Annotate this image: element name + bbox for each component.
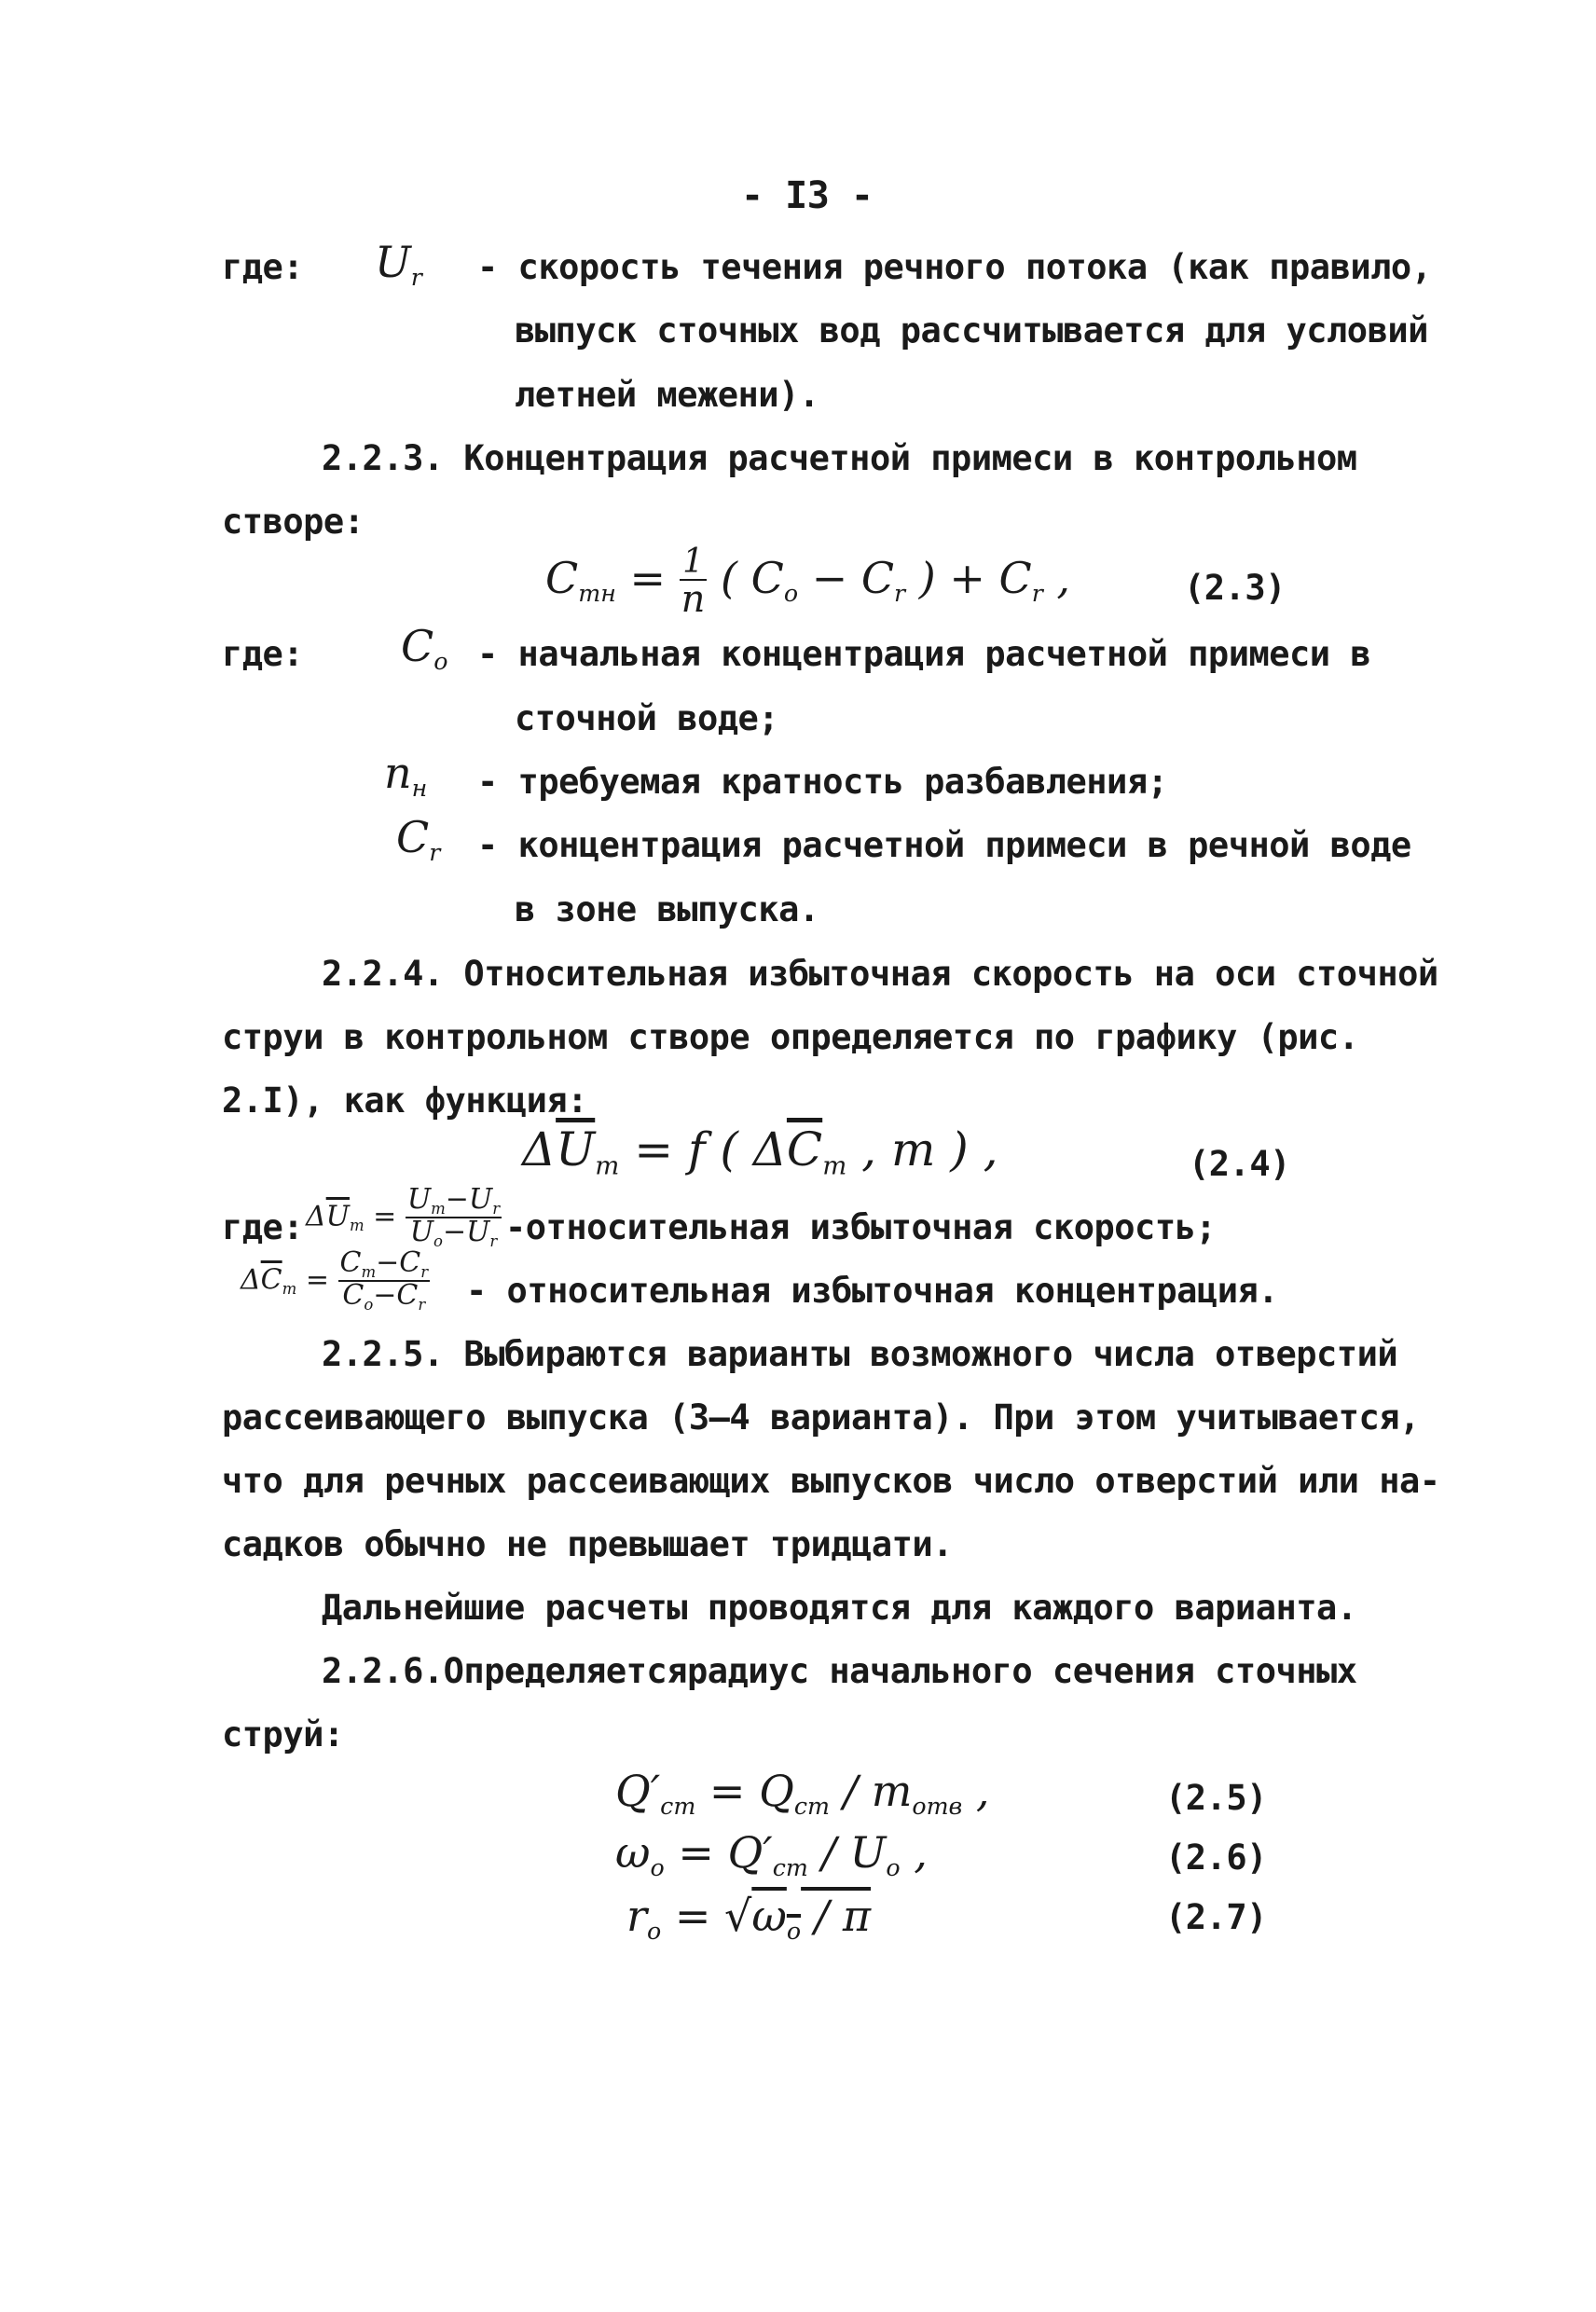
para-225-line-2: рассеивающего выпуска (3–4 варианта). При этом учитывается, — [222, 1397, 1420, 1438]
def-velocity: -относительная избыточная скорость; — [505, 1207, 1217, 1247]
para-226-line-2: струй: — [222, 1714, 344, 1755]
where-label-2: где: — [222, 634, 304, 674]
def-delta-u-formula: $\Delta\overline{U}_m$ = $\frac{U_m-U_r}{U_o-U_r}$ — [306, 1183, 501, 1251]
para-224-line-3: 2.I), как функция: — [222, 1080, 587, 1121]
eq-number-2-3: (2.3) — [1184, 568, 1286, 608]
var-c-o-line-1: - начальная концентрация расчетной примеси в — [477, 634, 1371, 674]
para-225-line-4: садков обычно не превышает тридцати. — [222, 1524, 953, 1564]
var-c-r-line-1: - концентрация расчетной примеси в речной воде — [477, 825, 1411, 865]
para-223-line-2: створе: — [222, 502, 365, 542]
where-label-3: где: — [222, 1207, 304, 1247]
equation-2-7: $r_o = √\omega_o / \pi$ — [626, 1891, 872, 1945]
para-223-line-1: 2.2.3. Концентрация расчетной примеси в контрольном — [322, 438, 1357, 478]
where-label: где: — [222, 247, 304, 287]
var-u-r-line-1: - скорость течения речного потока (как правило, — [477, 247, 1432, 287]
para-224-line-2: струи в контрольном створе определяется по графику (рис. — [222, 1017, 1359, 1057]
var-n-n-line-1: - требуемая кратность разбавления; — [477, 762, 1168, 802]
equation-2-3: $C_{mн}$ = $\frac{1}{n}$ ( $C_o - C_r$ ) + $C_r$ , — [545, 543, 1071, 621]
symbol-n-n: $n_н$ — [384, 748, 428, 802]
page-number: - I3 - — [741, 174, 874, 217]
symbol-c-r: $C_r$ — [396, 812, 441, 866]
para-225-line-3: что для речных рассеивающих выпусков число отверстий или на- — [222, 1461, 1440, 1501]
equation-2-5: $Q'_{cm} = Q_{cm} / m_{omв}$ , — [615, 1766, 990, 1820]
equation-2-6: $\omega_o = Q'_{cm} / U_o$ , — [615, 1827, 928, 1881]
para-226-line-1: 2.2.6.Определяетсярадиус начального сечения сточных — [322, 1651, 1357, 1691]
eq-number-2-5: (2.5) — [1165, 1778, 1267, 1818]
further-calculations: Дальнейшие расчеты проводятся для каждого варианта. — [322, 1588, 1357, 1628]
var-c-r-line-2: в зоне выпуска. — [515, 889, 819, 929]
def-concentration: - относительная избыточная концентрация. — [466, 1271, 1279, 1311]
def-delta-c-formula: $\Delta\overline{C}_m$ = $\frac{C_m-C_r}{C_o-C_r}$ — [241, 1246, 429, 1314]
symbol-u-r: $U_r$ — [375, 237, 422, 291]
var-u-r-line-3: летней межени). — [515, 375, 819, 415]
var-u-r-line-2: выпуск сточных вод рассчитывается для условий — [515, 310, 1428, 351]
para-224-line-1: 2.2.4. Относительная избыточная скорость на оси сточной — [322, 954, 1438, 994]
eq-number-2-7: (2.7) — [1165, 1897, 1267, 1937]
eq-number-2-6: (2.6) — [1165, 1837, 1267, 1878]
para-225-line-1: 2.2.5. Выбираются варианты возможного числа отверстий — [322, 1334, 1398, 1374]
equation-2-4: $\Delta\overline{U}_m = f$ ( $\Delta\overline{C}_m$ , m ) , — [522, 1122, 998, 1181]
var-c-o-line-2: сточной воде; — [515, 698, 779, 738]
symbol-c-o: $C_o$ — [401, 621, 448, 675]
eq-number-2-4: (2.4) — [1189, 1144, 1290, 1184]
